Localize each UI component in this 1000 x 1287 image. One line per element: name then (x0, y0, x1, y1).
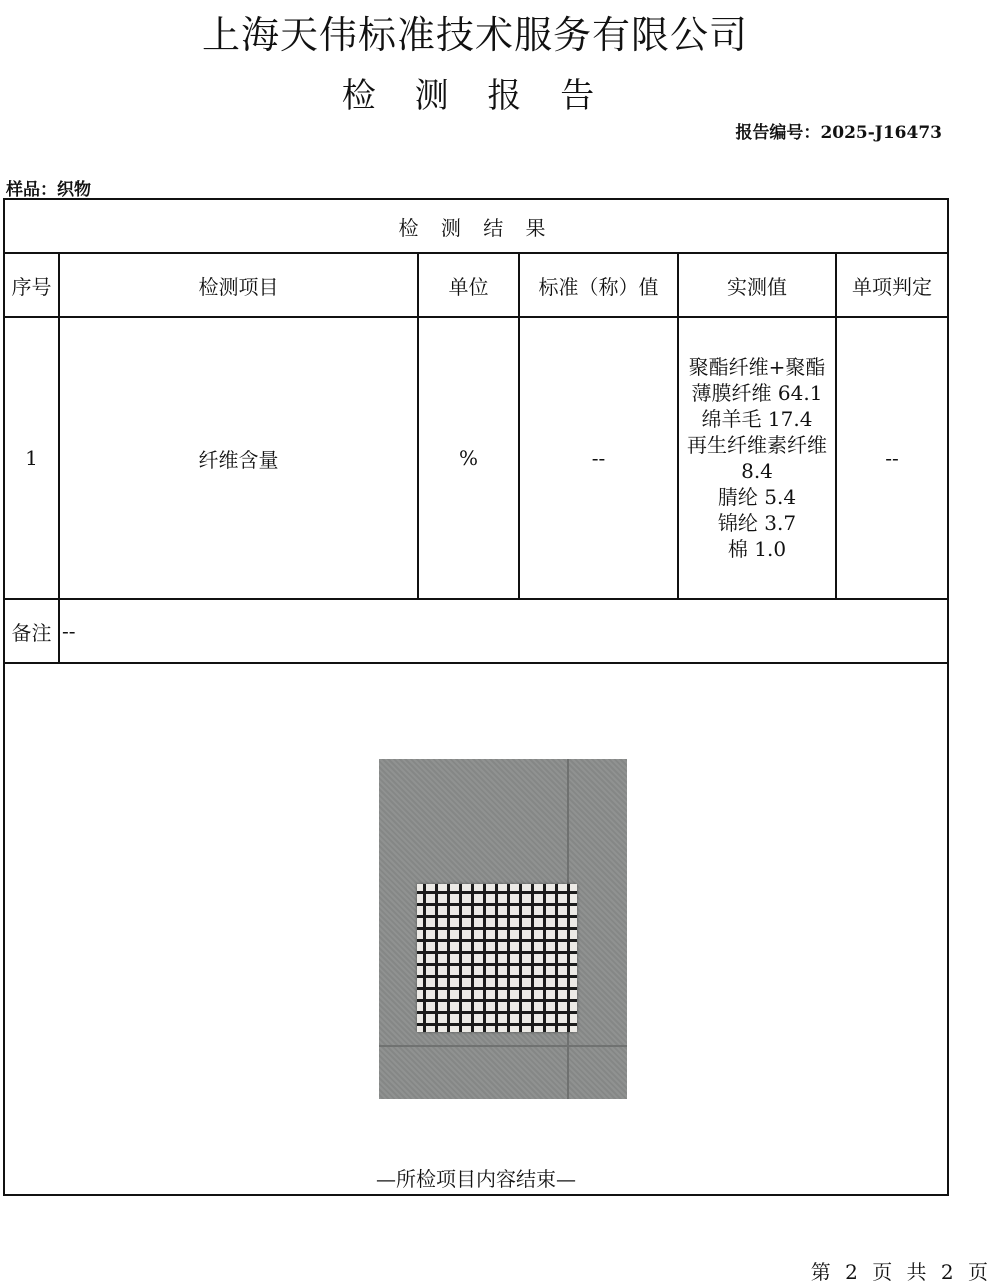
row-judgement: -- (836, 317, 948, 599)
col-header-judgement: 单项判定 (836, 253, 948, 317)
measured-line: 绵羊毛 17.4 (701, 407, 813, 431)
row-measured (678, 317, 836, 599)
sample-photo-cell (4, 663, 948, 1195)
company-name: 上海天伟标准技术服务有限公司 (201, 13, 748, 57)
col-header-unit: 单位 (418, 253, 519, 317)
report-number-label: 报告编号： (735, 123, 821, 143)
fabric-swatch (417, 884, 577, 1032)
photo-seam (379, 1045, 627, 1047)
report-title: 检 测 报 告 (341, 76, 609, 116)
sample-photo (379, 759, 627, 1099)
measured-line: 薄膜纤维 64.1 (691, 381, 823, 405)
col-header-standard: 标准（称）值 (519, 253, 678, 317)
row-no: 1 (4, 317, 59, 599)
row-standard: -- (519, 317, 678, 599)
page-number: 第 2 页 共 2 页 (810, 1260, 992, 1284)
remark-value: -- (59, 599, 948, 663)
measured-line: 8.4 (741, 459, 773, 483)
sample-info (6, 175, 91, 200)
row-unit: % (418, 317, 519, 599)
table-row (4, 317, 948, 599)
measured-line: 聚酯纤维+聚酯 (688, 355, 826, 379)
end-of-items: —所检项目内容结束— (376, 1167, 577, 1191)
section-title: 检 测 结 果 (4, 199, 948, 253)
col-header-measured: 实测值 (678, 253, 836, 317)
remark-label: 备注 (4, 599, 59, 663)
sample-label: 样品： (6, 180, 57, 200)
sample-value: 织物 (57, 180, 91, 200)
measured-line: 棉 1.0 (727, 537, 787, 561)
report-number-value: 2025-J16473 (820, 123, 942, 143)
report-number (735, 118, 942, 143)
measured-line: 再生纤维素纤维 (687, 433, 827, 457)
remark-row (4, 599, 948, 663)
header-row (4, 253, 948, 317)
measured-line: 锦纶 3.7 (717, 511, 797, 535)
row-item: 纤维含量 (59, 317, 418, 599)
results-table (3, 198, 949, 1196)
measured-line: 腈纶 5.4 (717, 485, 797, 509)
col-header-no: 序号 (4, 253, 59, 317)
col-header-item: 检测项目 (59, 253, 418, 317)
